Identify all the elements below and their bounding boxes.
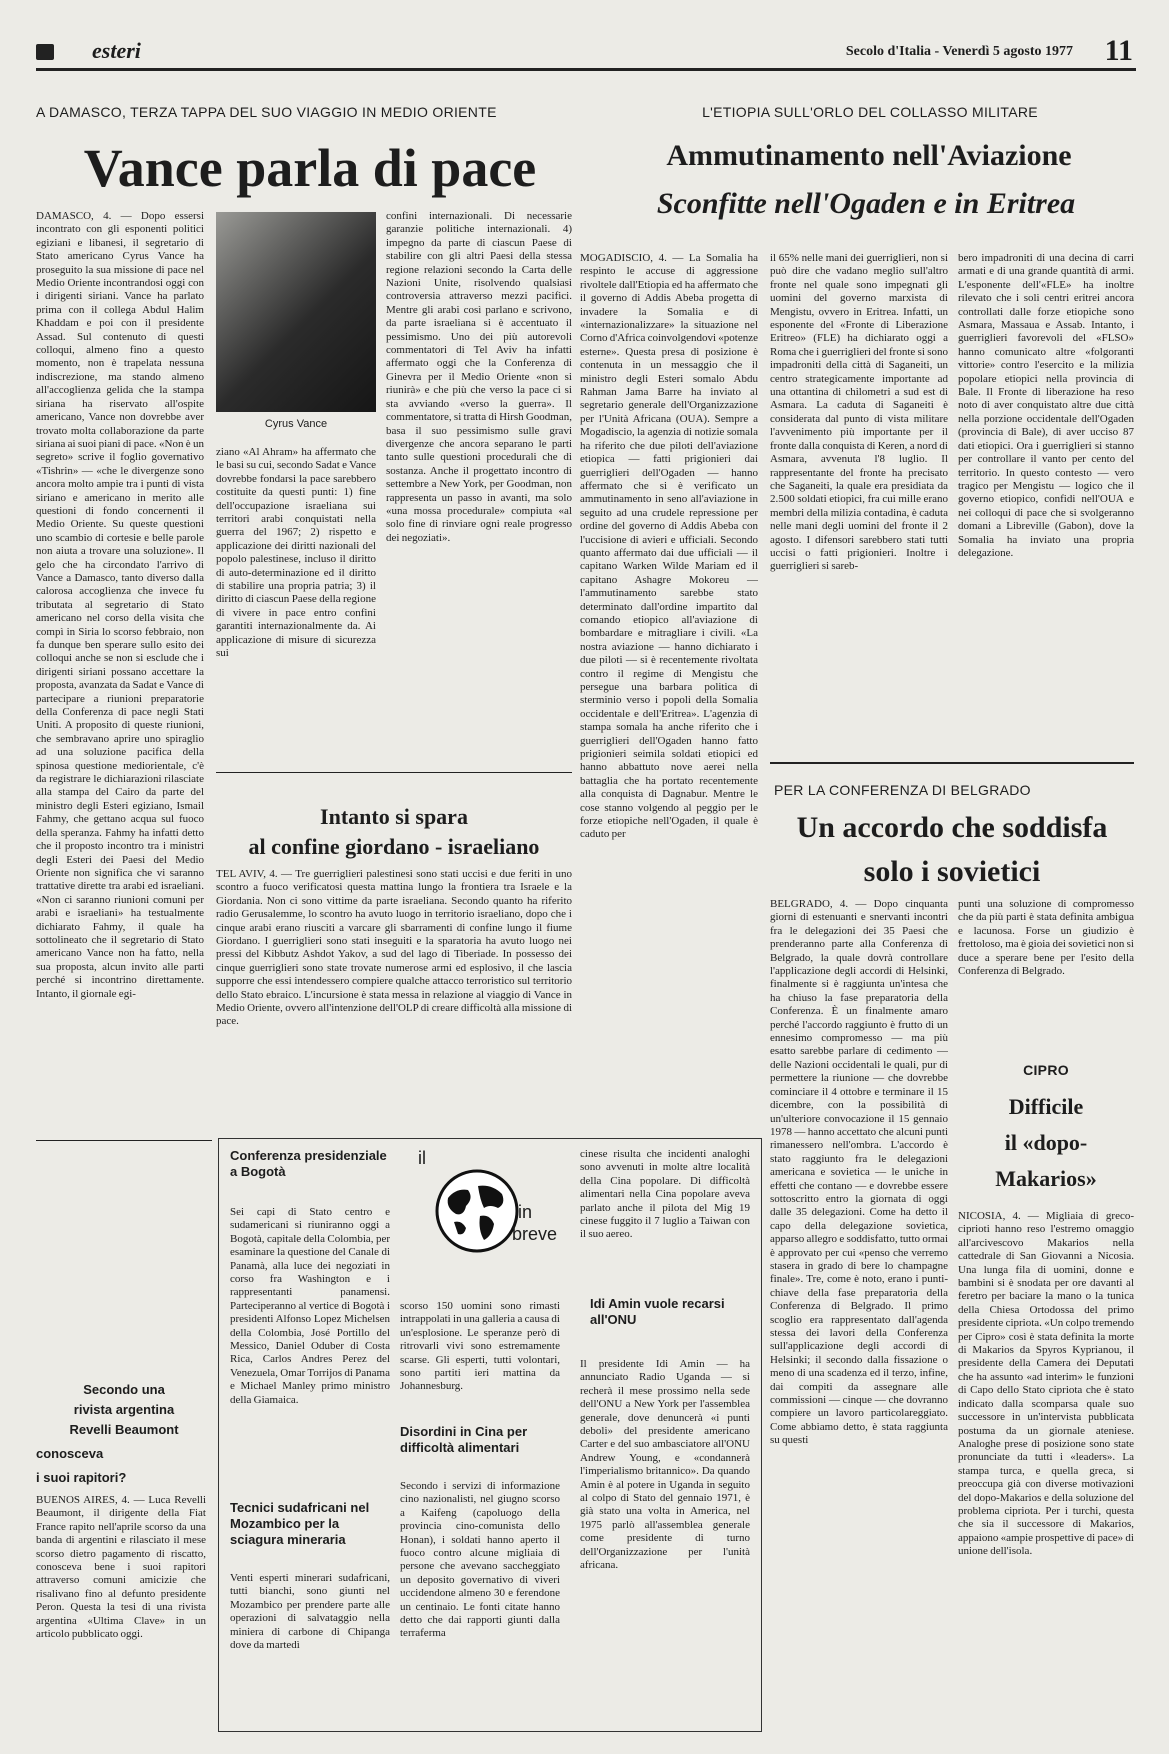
cipro-headline-3: Makarios» bbox=[995, 1166, 1097, 1191]
etiopia-headline: Ammutinamento nell'Aviazione bbox=[666, 139, 1072, 172]
inbreve-logo bbox=[400, 1148, 560, 1288]
belgrado-headline-1: Un accordo che soddisfa bbox=[796, 811, 1108, 844]
giordano-text: TEL AVIV, 4. — Tre guerriglieri palestinesi sono stati uccisi e due feriti in uno scontro a fuoco verificatosi questa mattina lungo la frontiera tra Israele e la Giordania. Non ci sono vittime da parte israeliana. Secondo quanto ha riferito radio Gerusalemme, lo scontro ha avuto luogo in territorio israeliano, dopo che i cinque arabi erano riusciti a varcare gli sbarramenti di confine lungo il fiume Giordano. I guerriglieri sono stati inseguiti e la sparatoria ha avuto luogo nei pressi del Kibbutz Ashdot Yakov, a sud del lago di Tiberiade. In possesso dei cinque guerriglieri sono state trovate numerose armi ed esplosivo, il che lascia supporre che essi intendessero compiere qualche attacco terroristico sul territorio dello Stato ebraico. L'incursione è stata messa in relazione al viaggio di Vance in Medio Oriente, ovvero all'intenzione dell'OLP di creare difficoltà alla missione di pace. bbox=[216, 868, 572, 1028]
vance-kicker: A DAMASCO, TERZA TAPPA DEL SUO VIAGGIO IN MEDIO ORIENTE bbox=[36, 104, 497, 120]
cyrus-vance-photo bbox=[216, 212, 376, 412]
mozambico-text: Venti esperti minerari sudafricani, tutti bianchi, sono giunti nel Mozambico per prendere parte alle operazioni di salvataggio nella miniera di carbone di Chipanga dove da martedì bbox=[230, 1572, 390, 1652]
cipro-headline-1: Difficile bbox=[1008, 1094, 1084, 1119]
section-label: esteri bbox=[92, 38, 141, 63]
vance-headline: Vance parla di pace bbox=[83, 138, 537, 198]
globe-icon bbox=[434, 1168, 520, 1254]
belgrado-col1: BELGRADO, 4. — Dopo cinquanta giorni di estenuanti e snervanti incontri fra le delegazioni dei 35 Paesi che prenderanno parte alla Conferenza di Belgrado, la quale dovrà controllare l'applicazione degli accordi di Helsinki, finalmente si è raggiunta un'intesa che ha chiuso la fase preparatoria della Conferenza. È un finalmente amaro perché l'accordo raggiunto è frutto di un ennesimo compromesso — ma più esatto sarebbe parlare di cedimento — delle Nazioni occidentali le quali, pur di permettere la riunione — che dovrebbe cominciare il 4 ottobre e terminare il 15 dicembre, con la possibilità di un'ulteriore convocazione il 15 gennaio 1978 — hanno accettato che alcuni punti rimanessero nell'ombra. L'accordo è stato raggiunto fra le delegazioni americana e sovietica — le uniche in effetti che contano — e dovrebbe essere sottoscritto entro la giornata di oggi dalle 35 delegazioni. Come ha detto il capo della delegazione sovietica, apparso allegro e soddisfatto, tutto ormai è approvato per cui «penso che verremo stasera in grado di bere lo champagne finale». Tre, come è noto, erano i punti-chiave della fase preparatoria della Conferenza di Belgrado. Il primo scoglio era rappresentato dall'agenda stessa dei lavori della Conferenza sull'applicazione degli accordi di Helsinki; il secondo dalla fissazione o meno di una scadenza ed il terzo, infine, dai compiti da assegnare alle commissioni — cinque — che dovranno compiere un lavoro particolareggiato. Come abbiamo detto, è stata raggiunta su questi bbox=[770, 898, 948, 1447]
etiopia-subheadline: Sconfitte nell'Ogaden e in Eritrea bbox=[656, 187, 1076, 220]
page-number: 11 bbox=[1104, 34, 1133, 67]
masthead-rule bbox=[36, 68, 1136, 71]
etiopia-bottom-rule bbox=[770, 762, 1134, 764]
argentina-top-rule bbox=[36, 1140, 212, 1141]
giordano-headline-1: Intanto si spara bbox=[320, 804, 468, 829]
vance-bottom-rule bbox=[216, 772, 572, 773]
cina-head: Disordini in Cina per difficoltà alimentari bbox=[400, 1424, 528, 1455]
belgrado-kicker: PER LA CONFERENZA DI BELGRADO bbox=[774, 782, 1031, 798]
logo-breve: breve bbox=[512, 1224, 558, 1244]
vance-col3: confini internazionali. Di necessarie garanzie politiche internazionali. 4) impegno da parte di ciascun Paese di stabilire con gli altri Paesi della stessa regione relazioni secondo la Carta delle Nazioni Unite, risolvendo qualsiasi controversia attraverso mezzi pacifici. Mentre gli arabi così parlano e scrivono, da parte israeliana si è accentuato il pessimismo. Uno dei più autorevoli commentatori di Tel Aviv ha infatti affermato oggi che la Conferenza di Ginevra per il Medio Oriente «non si riunirà» e che più che verso la pace ci si sta avviando «verso la guerra». Il commentatore, si tratta di Hirsh Goodman, basa il suo pessimismo sulle gravi divergenze che ancora separano le parti tanto sulle questioni procedurali che di sostanza. Anche il progettato incontro di settembre a New York, per Goodman, non rappresenta un passo in avanti, ma solo «una mossa procedurale» compiuta «al solo fine di rinviare ogni reale progresso dei negoziati». bbox=[386, 210, 572, 544]
cipro-kicker: CIPRO bbox=[1023, 1062, 1069, 1078]
belgrado-headline-2: solo i sovietici bbox=[863, 855, 1041, 888]
etiopia-col3: bero impadroniti di una decina di carri armati e di una grande quantità di armi. L'esponente dell'«FLE» ha inoltre rilevato che i soli centri eritrei ancora controllati dalle forze etiopiche sono Asmara, Massaua e Assab. Intanto, i guerriglieri favorevoli del «FLSO» hanno comunicato altre «folgoranti vittorie» contro l'esercito e la milizia popolare etiopici nella provincia di Bale. Il Fronte di liberazione ha reso noto di aver conquistato altre due città nella porzione occidentale dell'Ogaden (provincia di Bale), di aver ucciso 87 dati etiopici. Ora i guerriglieri si stanno per controllare il vanto per cento del territorio. In questo contesto — vero tragico per Mengistu — logico che il governo etiopico, confidi nell'OUA e nei colloqui di pace che si svolgeranno domani a Libreville (Gabon), dove la Somalia ha inviato una propria delegazione. bbox=[958, 252, 1134, 559]
cina-text: Secondo i servizi di informazione cino nazionalisti, nel giugno scorso a Kaifeng (capoluogo della provincia cino-comunista dello Honan), i soldati hanno aperto il fuoco contro alcune migliaia di persone che avevano saccheggiato un deposito governativo di viveri uccidendone almeno 30 e ferendone un centinaio. Le fonti citate hanno detto che dai rapporti giunti dalla terraferma bbox=[400, 1480, 560, 1640]
argentina-head-1: Secondo una bbox=[83, 1382, 165, 1397]
cina-text-cont: cinese risulta che incidenti analoghi sono avvenuti in molte altre località della Cina popolare. Di difficoltà alimentari nella Cina popolare aveva parlato anche il pilota del Mig 19 cinese fuggito il 7 luglio a Taiwan con il suo aereo. bbox=[580, 1148, 750, 1241]
giordano-headline-2: al confine giordano - israeliano bbox=[248, 834, 540, 859]
cipro-headline-2: il «dopo- bbox=[1004, 1130, 1088, 1155]
vance-col1: DAMASCO, 4. — Dopo essersi incontrato con gli esponenti politici egiziani e libanesi, il segretario di Stato americano Cyrus Vance ha proseguito la sua missione di pace nel Medio Oriente incontrandosi oggi con i dirigenti siriani. Vance ha parlato prima con il collega Abdul Halim Khaddam e poi con il presidente Assad. Sul contenuto di questi colloqui, almeno fino a questo momento, non è trapelata nessuna indiscrezione, ma stando almeno all'accoglienza gelida che la stampa siriana ha riservato all'ospite americano, Vance non dovrebbe aver trovato molta collaborazione da parte siriana ai suoi piani di pace. «Non è un segreto» scrive il foglio governativo «Tishrin» — «che le divergenze sono ancora molto ampie tra i punti di vista siriano e americano in merito alle questioni di fondo concernenti il Medio Oriente. Su queste questioni uno scambio di cortesie e belle parole non aiuta a trovare una soluzione». Il gelo che ha circondato l'arrivo di Vance a Damasco, tanto diverso dalla calorosa accoglienza che invece fu tributata al segretario di Stato americano nel corso della visita che compì in Siria lo scorso febbraio, non fa dunque ben sperare sullo esito dei colloqui anche se non si esclude che i dirigenti siriani possano accettare la proposta, avanzata da Sadat e Vance di partecipare a riunioni preparatorie della Conferenza di pace negli Stati Uniti. A proposito di queste riunioni, che sembravano aprire uno spiraglio ad una soluzione pacifica della spinosa questione mediorientale, c'è da registrare le dichiarazioni rilasciate alla stampa del Cairo da parte del ministro degli Esteri egiziano, Ismail Fahmy, che gettano acqua sul fuoco della speranza. Fahmy ha infatti detto che il proposto incontro tra i ministri degli Esteri dei Paesi del Medio Oriente non significa che vi saranno trattative dirette tra arabi ed israeliani. «Non ci saranno riunioni comuni per arabi e israeliani» ha testualmente dichiarato Fahmy, il quale ha sottolineato che il segretario di Stato americano Vance non ha fatto, nella sua proposta, alcun invito alle parti perché si incontrino direttamente. Intanto, il giornale egi- bbox=[36, 210, 204, 1000]
etiopia-col2: il 65% nelle mani dei guerriglieri, non si può dire che vadano meglio sull'altro fronte nel quale sono impegnati gli uomini del governo marxista di Mengistu, ovvero in Eritrea. Infatti, un esponente del «Fronte di Liberazione Eritreo» (FLE) ha dichiarato oggi a Roma che i guerriglieri del fronte si sono impadroniti della città di Saganeiti, un centro strategicamente importante ad una ottantina di chilometri a sud est di Asmara. La caduta di Saganeiti è considerata dal punto di vista militare l'avvenimento più importante per il fronte dalla conquista di Keren, a nord di Asmara, avvenuta l'8 luglio. Il rappresentante del fronte ha precisato che Saganeiti, la quale era presidiata da 2.500 soldati etiopici, fra cui mille erano membri della milizia contadina, è caduta nelle mani degli uomini del fronte il 2 agosto. I difensori sarebbero stati tutti uccisi o fatti prigionieri. Inoltre i guerriglieri si sareb- bbox=[770, 252, 948, 573]
logo-il: il bbox=[418, 1148, 426, 1168]
mozambico-head: Tecnici sudafricani nel Mozambico per la sciagura mineraria bbox=[230, 1500, 370, 1547]
masthead-date: Secolo d'Italia - Venerdì 5 agosto 1977 bbox=[845, 44, 1073, 59]
amin-text: Il presidente Idi Amin — ha annunciato Radio Uganda — si recherà il mese prossimo nella sede dell'ONU a New York per l'assemblea generale, dove denuncerà «i punti deboli» del presidente americano Carter e del suo ambasciatore all'ONU Andrew Young, e «condannerà l'imperialismo britannico». Da quando Amin è al potere in Uganda in seguito al colpo di Stato del gennaio 1971, è già stato una volta in America, nel 1975 parlò all'assemblea generale come presidente di turno dell'Organizzazione per l'unità africana. bbox=[580, 1358, 750, 1572]
argentina-head-4: conosceva bbox=[36, 1446, 104, 1461]
bogota-text: Sei capi di Stato centro e sudamericani si riuniranno oggi a Bogotà, capitale della Colombia, per esaminare la questione del Canale di Panamà, alla luce dei negoziati in corso fra Washington e i rappresentanti panamensi. Parteciperanno al vertice di Bogotà i presidenti Alfonso Lopez Michelsen della Colombia, José Portillo del Messico, Daniel Oduber di Costa Rica, Carlos Andres Perez del Venezuela, Omar Torrijos di Panama e Michael Manley primo ministro della Giamaica. bbox=[230, 1206, 390, 1406]
argentina-head-2: rivista argentina bbox=[73, 1402, 175, 1417]
argentina-head-5: i suoi rapitori? bbox=[36, 1470, 127, 1485]
argentina-text: BUENOS AIRES, 4. — Luca Revelli Beaumont, il dirigente della Fiat France rapito nell'aprile scorso da una banda di argentini e rilasciato il mese scorso dietro pagamento di riscatto, conosceva bene i suoi rapitori attraverso comuni amicizie che risalivano fino al defunto presidente Peron. Questa la tesi di una rivista argentina «Ultima Clave» in un articolo pubblicato oggi. bbox=[36, 1494, 206, 1641]
etiopia-kicker: L'ETIOPIA SULL'ORLO DEL COLLASSO MILITARE bbox=[702, 104, 1038, 120]
mozambico-text-cont: scorso 150 uomini sono rimasti intrappolati in una galleria a causa di un'esplosione. Le speranze però di ritrovarli vivi sono estremamente scarse. Gli esperti, tutti volontari, sono partiti ieri mattina da Johannesburg. bbox=[400, 1300, 560, 1393]
etiopia-col1: MOGADISCIO, 4. — La Somalia ha respinto le accuse di aggressione rivoltele dall'Etiopia ed ha affermato che il governo di Addis Abeba progetta di invadere la Somalia e di «internazionalizzare» la situazione nel Corno d'Africa coinvolgendovi «potenze esterne». Questa presa di posizione è contenuta in un messaggio che il ministro degli Esteri somalo Abdu Rahman Jama Barre ha inviato al segretario generale dell'Organizzazione per l'Unità Africana (OUA). Sempre a Mogadiscio, la agenzia di notizie somala ha riferito che due piloti dell'aviazione etiopica — fatti prigionieri dai guerriglieri dell'Ogaden — hanno affermato che si è verificato un ammutinamento in seno all'aviazione in seguito ad una crudele repressione per ordine del governo di Addis Abeba con l'uccisione di avieri e ufficiali. Secondo quanto affermato dai due ufficiali — il capitano Warken Wilde Mariam ed il capitano Ashagre Mokoreu — l'ammutinamento sarebbe stato determinato dall'ordine impartito dal comando etiopico all'aviazione di bombardare e mitragliare i civili. «La nostra aviazione — hanno dichiarato i due piloti — si è recentemente rivoltata contro il regime di Mengistu che persegue una barbara politica di sterminio verso i popoli della Somalia occidentale e dell'Eritrea». L'agenzia di stampa somala ha anche riferito che i guerriglieri dell'Ogaden hanno fatto prigionieri seimila soldati etiopici ed hanno abbattuto nove aerei nella battaglia che ha portato recentemente alla conquista di Dagnabur. Mentre le cose stanno volgendo al peggio per le forze etiopiche nell'Ogaden, il quale è caduto per bbox=[580, 252, 758, 841]
belgrado-col2: punti una soluzione di compromesso che da più parti è stata definita ambigua e lacunosa. Forse un giudizio è frettoloso, ma è gioia dei sovietici non si duce a sperare bene per l'esito della Conferenza di Belgrado. bbox=[958, 898, 1134, 978]
logo-in: in bbox=[518, 1202, 533, 1222]
amin-head: Idi Amin vuole recarsi all'ONU bbox=[590, 1296, 725, 1327]
section-logo-icon bbox=[36, 44, 54, 60]
vance-col2: ziano «Al Ahram» ha affermato che le basi su cui, secondo Sadat e Vance dovrebbe fondarsi la pace sarebbero costituite da questi punti: 1) fine dell'occupazione israeliana sui territori arabi conquistati nella guerra del 1967; 2) rispetto e applicazione dei diritti nazionali del popolo palestinese, incluso il diritto di auto-determinazione ed il diritto di stabilire una propria patria; 3) il diritto di ciascun Paese della regione di vivere in pace entro confini garantiti internazionalmente da. Ai applicazione di misure di sicurezza sui bbox=[216, 446, 376, 660]
cipro-text: NICOSIA, 4. — Migliaia di greco-ciprioti hanno reso l'estremo omaggio all'arcivescovo Makarios nella cattedrale di San Giovanni a Nicosia. Una lunga fila di uomini, donne e bambini si è snodata per ore davanti al feretro per baciare la mano o la tunica della Chiesa Ortodossa del primo presidente cipriota. «Un colpo tremendo per Cipro» così è stata definita la morte di Makarios da Spyros Kyprianou, il presidente della Camera dei Deputati che ha assunto «ad interim» le funzioni di Capo dello Stato cipriota che è stato indicato dalla scomparsa quale suo successore in un'intervista pubblicata postuma da un giornale ateniese. Analoghe prese di posizione sono state pronunciate da tutti i «leaders». La stampa turca, e quella greca, si preoccupa già con diverse motivazioni del dopo-Makarios e della soluzione del problema cipriota. Per i turchi, questa che sia il successore di Makarios, appaiono «ampie prospettive di pace» di unione dell'isola. bbox=[958, 1210, 1134, 1558]
bogota-head: Conferenza presidenziale a Bogotà bbox=[230, 1148, 387, 1179]
photo-caption: Cyrus Vance bbox=[264, 418, 328, 430]
argentina-head-3: Revelli Beaumont bbox=[69, 1422, 179, 1437]
